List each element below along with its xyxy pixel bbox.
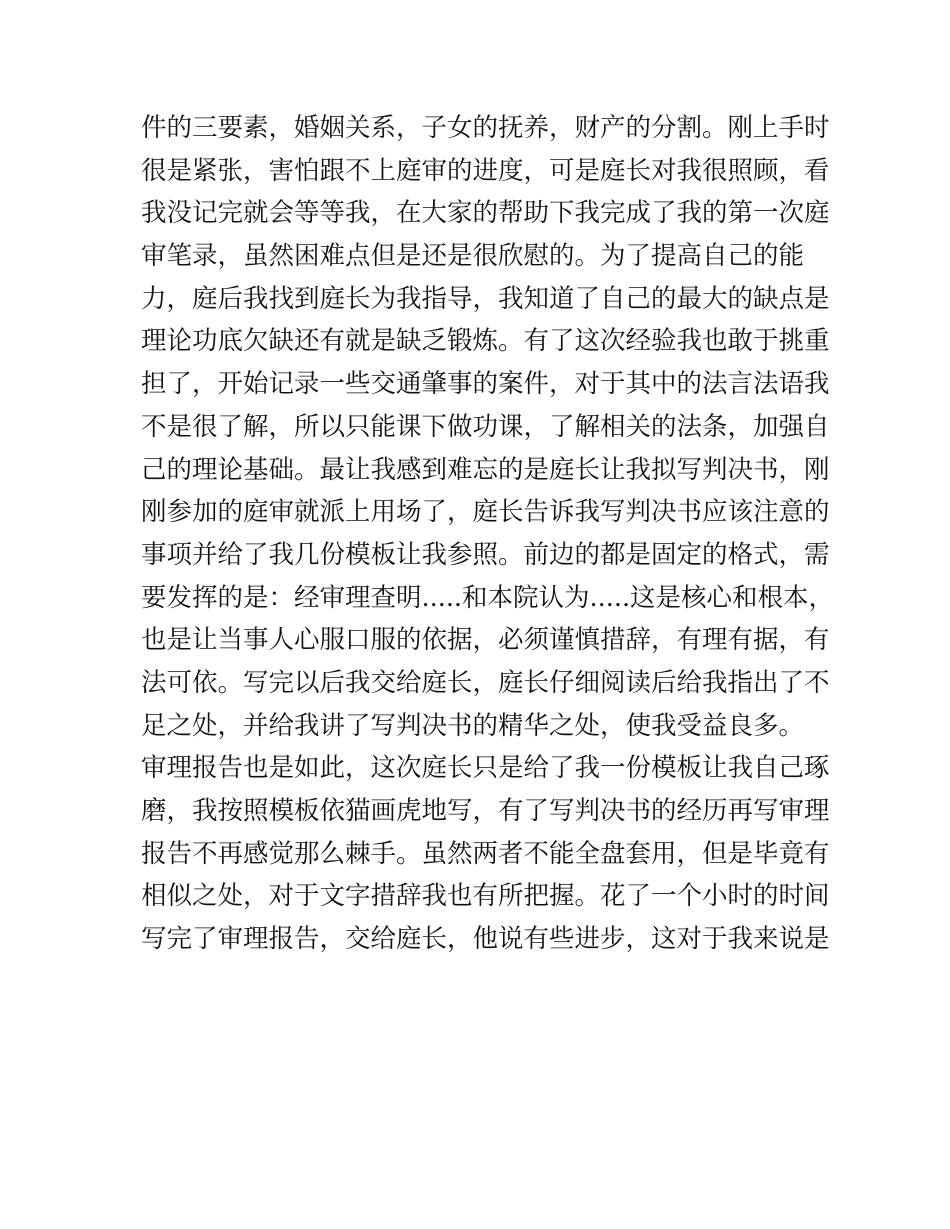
text-line-9: 己的理论基础。最让我感到难忘的是庭长让我拟写判决书，刚 (141, 454, 830, 485)
text-line-17: 磨，我按照模板依猫画虎地写，有了写判决书的经历再写审理 (141, 796, 830, 826)
text-line-2: 很是紧张，害怕跟不上庭审的进度，可是庭长对我很照顾，看 (141, 155, 830, 186)
text-line-15: 足之处，并给我讲了写判决书的精华之处，使我受益良多。 (141, 710, 805, 741)
text-line-11: 事项并给了我几份模板让我参照。前边的都是固定的格式，需 (141, 539, 830, 570)
text-line-3: 我没记完就会等等我，在大家的帮助下我完成了我的第一次庭 (141, 198, 830, 229)
text-line-8: 不是很了解，所以只能课下做功课，了解相关的法条，加强自 (141, 411, 830, 442)
text-line-19: 相似之处，对于文字措辞我也有所把握。花了一个小时的时间 (141, 881, 830, 912)
text-line-5: 力，庭后我找到庭长为我指导，我知道了自己的最大的缺点是 (141, 283, 830, 314)
text-line-10: 刚参加的庭审就派上用场了，庭长告诉我写判决书应该注意的 (141, 497, 830, 528)
text-line-13: 也是让当事人心服口服的依据，必须谨慎措辞，有理有据，有 (141, 625, 830, 656)
text-line-7: 担了，开始记录一些交通肇事的案件，对于其中的法言法语我 (141, 369, 830, 400)
text-line-1: 件的三要素，婚姻关系，子女的抚养，财产的分割。刚上手时 (141, 113, 830, 143)
text-line-20: 写完了审理报告，交给庭长，他说有些进步，这对于我来说是 (141, 924, 830, 955)
text-line-18: 报告不再感觉那么棘手。虽然两者不能全盘套用，但是毕竟有 (141, 838, 830, 869)
text-line-14: 法可依。写完以后我交给庭长，庭长仔细阅读后给我指出了不 (141, 667, 830, 698)
text-line-4: 审笔录，虽然困难点但是还是很欣慰的。为了提高自己的能 (141, 241, 805, 272)
text-line-6: 理论功底欠缺还有就是缺乏锻炼。有了这次经验我也敢于挑重 (141, 326, 830, 357)
text-line-16: 审理报告也是如此，这次庭长只是给了我一份模板让我自己琢 (141, 753, 830, 784)
body-text (141, 107, 835, 961)
text-line-12: 要发挥的是：经审理查明.....和本院认为.....这是核心和根本， (141, 582, 835, 613)
